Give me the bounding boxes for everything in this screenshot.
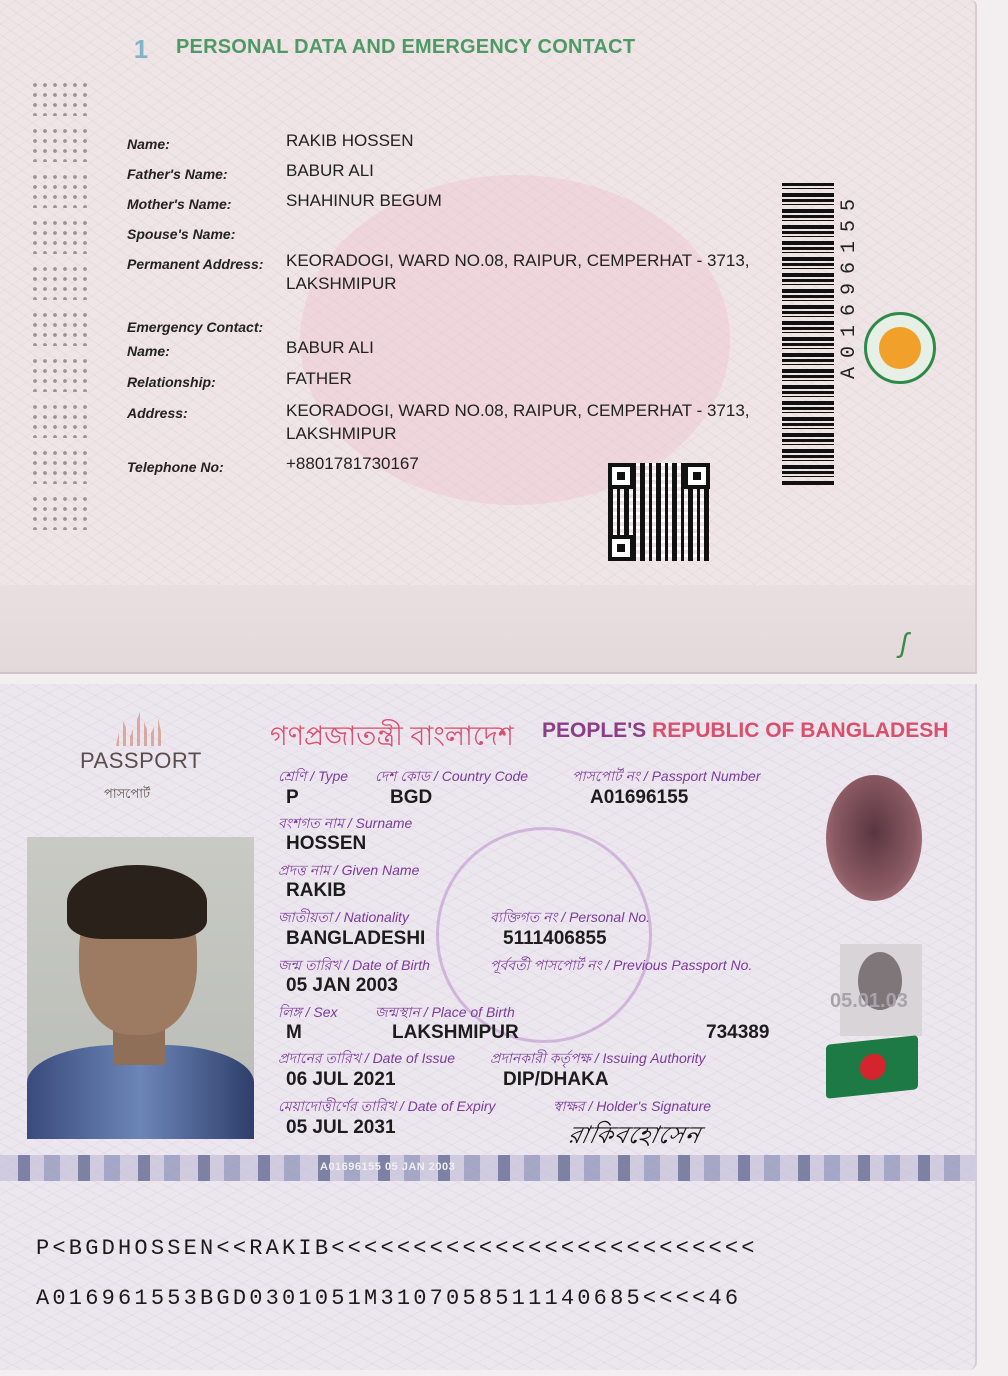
hologram-strip <box>0 1155 975 1181</box>
label-personal-number: ব্যক্তিগত নং / Personal No. <box>490 909 651 925</box>
label-relationship: Relationship: <box>127 374 216 390</box>
value-nationality: BANGLADESHI <box>286 928 426 949</box>
label-mother-name: Mother's Name: <box>127 196 232 212</box>
country-title-bangla: গণপ্রজাতন্ত্রী বাংলাদেশ <box>270 721 514 751</box>
value-date-of-expiry: 05 JUL 2031 <box>286 1117 396 1138</box>
label-date-of-expiry: মেয়াদোত্তীর্ণের তারিখ / Date of Expiry <box>278 1098 496 1114</box>
label-telephone: Telephone No: <box>127 459 224 475</box>
value-serial-number: 734389 <box>706 1022 770 1043</box>
value-sex: M <box>286 1022 302 1043</box>
label-date-of-issue: প্রদানের তারিখ / Date of Issue <box>278 1050 456 1066</box>
value-surname: HOSSEN <box>286 833 367 854</box>
label-emergency-contact: Emergency Contact: <box>127 319 264 335</box>
label-ec-name: Name: <box>127 343 170 359</box>
value-type: P <box>286 787 299 808</box>
label-spouse-name: Spouse's Name: <box>127 226 236 242</box>
corner-mark-icon: ʃ <box>900 627 909 658</box>
government-seal-icon <box>864 312 936 384</box>
country-title-english: PEOPLE'S REPUBLIC OF BANGLADESH <box>542 719 949 742</box>
label-country-code: দেশ কোড / Country Code <box>375 768 529 784</box>
page-fold <box>0 585 975 672</box>
mrz-line-1: P<BGDHOSSEN<<RAKIB<<<<<<<<<<<<<<<<<<<<<<<<<< <box>36 1236 758 1261</box>
label-passport-number: পাসপোর্ট নং / Passport Number <box>572 768 761 784</box>
label-issuing-authority: প্রদানকারী কর্তৃপক্ষ / Issuing Authority <box>490 1050 706 1066</box>
perforated-number <box>30 80 90 550</box>
value-father-name: BABUR ALI <box>286 161 374 180</box>
page-number: 1 <box>133 34 149 64</box>
label-name: Name: <box>127 136 170 152</box>
value-issuing-authority: DIP/DHAKA <box>503 1069 609 1090</box>
passport-label-bangla: পাসপোর্ট <box>104 786 151 801</box>
bangladesh-flag-icon <box>826 1035 918 1099</box>
qr-code-icon <box>608 463 710 561</box>
label-surname: বংশগত নাম / Surname <box>278 815 413 831</box>
security-oval-photo <box>826 775 922 901</box>
value-date-of-issue: 06 JUL 2021 <box>286 1069 396 1090</box>
label-nationality: জাতীয়তা / Nationality <box>278 909 409 925</box>
hologram-text: A01696155 05 JAN 2003 <box>320 1161 456 1173</box>
value-name: RAKIB HOSSEN <box>286 131 414 150</box>
barcode <box>782 183 834 485</box>
value-telephone: +8801781730167 <box>286 454 419 473</box>
label-sex: লিঙ্গ / Sex <box>278 1004 338 1020</box>
value-relationship: FATHER <box>286 369 352 388</box>
label-address: Address: <box>127 405 188 421</box>
label-type: শ্রেণি / Type <box>278 768 349 784</box>
barcode-number: A01696155 <box>838 190 861 380</box>
value-permanent-address-line1: KEORADOGI, WARD NO.08, RAIPUR, CEMPERHAT - 3713, <box>286 251 750 270</box>
value-date-of-birth: 05 JAN 2003 <box>286 975 398 996</box>
label-given-name: প্রদত্ত নাম / Given Name <box>278 862 420 878</box>
label-date-of-birth: জন্ম তারিখ / Date of Birth <box>278 957 430 973</box>
value-ec-name: BABUR ALI <box>286 338 374 357</box>
value-country-code: BGD <box>390 787 433 808</box>
label-place-of-birth: জন্মস্থান / Place of Birth <box>375 1004 515 1020</box>
value-mother-name: SHAHINUR BEGUM <box>286 191 442 210</box>
value-given-name: RAKIB <box>286 880 347 901</box>
value-address-line2: LAKSHMIPUR <box>286 424 397 443</box>
value-address-line1: KEORADOGI, WARD NO.08, RAIPUR, CEMPERHAT - 3713, <box>286 401 750 420</box>
value-place-of-birth: LAKSHMIPUR <box>392 1022 519 1043</box>
value-permanent-address-line2: LAKSHMIPUR <box>286 274 397 293</box>
label-father-name: Father's Name: <box>127 166 228 182</box>
label-previous-passport: পূর্ববর্তী পাসপোর্ট নং / Previous Passport No. <box>490 957 753 973</box>
passport-label: PASSPORT <box>80 748 202 773</box>
label-permanent-address: Permanent Address: <box>127 256 264 272</box>
ghost-date: 05.01.03 <box>830 990 908 1012</box>
value-passport-number: A01696155 <box>590 787 689 808</box>
label-holder-signature: স্বাক্ষর / Holder's Signature <box>553 1098 712 1114</box>
holder-photo <box>27 837 254 1139</box>
page-title: PERSONAL DATA AND EMERGENCY CONTACT <box>176 36 636 58</box>
holder-signature: রাকিবহোসেন <box>565 1122 704 1149</box>
mrz-line-2: A016961553BGD0301051M3107058511140685<<<<46 <box>36 1286 742 1311</box>
value-personal-number: 5111406855 <box>503 928 607 949</box>
